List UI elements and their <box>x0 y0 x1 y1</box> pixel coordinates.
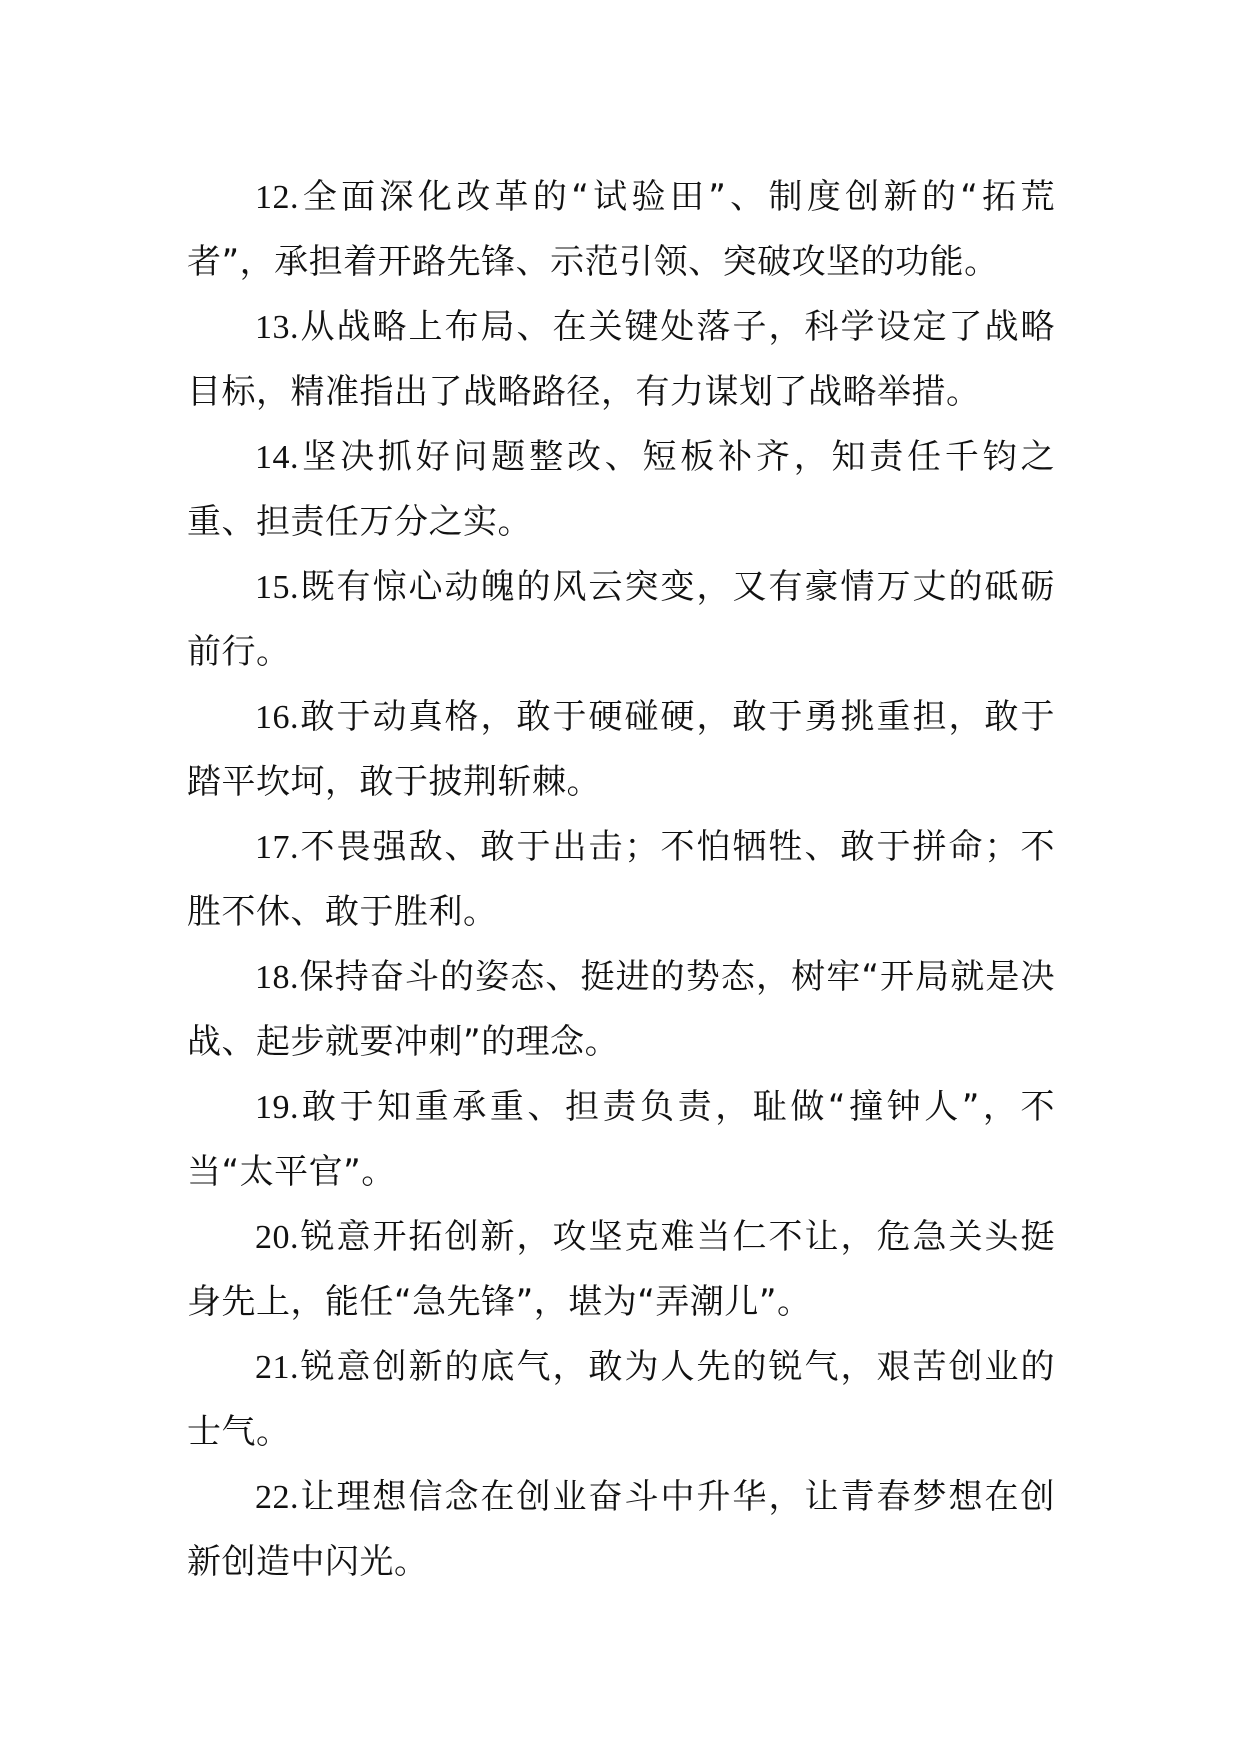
paragraph-text: 既有惊心动魄的风云突变，又有豪情万丈的砥砺前行。 <box>187 567 1055 672</box>
paragraph-16 <box>187 685 1055 815</box>
paragraph-17 <box>187 815 1055 945</box>
paragraph-12 <box>187 165 1055 295</box>
paragraph-text: 锐意开拓创新，攻坚克难当仁不让，危急关头挺身先上，能任“急先锋”，堪为“弄潮儿”。 <box>187 1217 1055 1322</box>
paragraph-text: 保持奋斗的姿态、挺进的势态，树牢“开局就是决战、起步就要冲刺”的理念。 <box>187 957 1055 1062</box>
paragraph-number: 16. <box>255 699 299 736</box>
document-body <box>187 165 1055 1595</box>
paragraph-number: 20. <box>255 1219 299 1256</box>
paragraph-18 <box>187 945 1055 1075</box>
paragraph-19 <box>187 1075 1055 1205</box>
paragraph-21 <box>187 1335 1055 1465</box>
paragraph-text: 锐意创新的底气，敢为人先的锐气，艰苦创业的士气。 <box>187 1347 1055 1452</box>
paragraph-number: 15. <box>255 569 299 606</box>
paragraph-number: 17. <box>255 829 299 866</box>
paragraph-number: 13. <box>255 309 299 346</box>
paragraph-number: 14. <box>255 439 299 476</box>
paragraph-number: 21. <box>255 1349 299 1386</box>
paragraph-number: 19. <box>255 1089 299 1126</box>
paragraph-text: 敢于动真格，敢于硬碰硬，敢于勇挑重担，敢于踏平坎坷，敢于披荆斩棘。 <box>187 697 1055 802</box>
paragraph-22 <box>187 1465 1055 1595</box>
paragraph-text: 全面深化改革的“试验田”、制度创新的“拓荒者”，承担着开路先锋、示范引领、突破攻坚的功能。 <box>187 177 1055 282</box>
paragraph-number: 22. <box>255 1479 299 1516</box>
paragraph-text: 坚决抓好问题整改、短板补齐，知责任千钧之重、担责任万分之实。 <box>187 437 1055 542</box>
paragraph-text: 从战略上布局、在关键处落子，科学设定了战略目标，精准指出了战略路径，有力谋划了战略举措。 <box>187 307 1055 412</box>
paragraph-text: 敢于知重承重、担责负责，耻做“撞钟人”，不当“太平官”。 <box>187 1087 1055 1192</box>
paragraph-13 <box>187 295 1055 425</box>
paragraph-text: 让理想信念在创业奋斗中升华，让青春梦想在创新创造中闪光。 <box>187 1477 1055 1582</box>
paragraph-14 <box>187 425 1055 555</box>
paragraph-20 <box>187 1205 1055 1335</box>
paragraph-text: 不畏强敌、敢于出击；不怕牺牲、敢于拼命；不胜不休、敢于胜利。 <box>187 827 1055 932</box>
paragraph-15 <box>187 555 1055 685</box>
paragraph-number: 18. <box>255 959 299 996</box>
paragraph-number: 12. <box>255 179 299 216</box>
